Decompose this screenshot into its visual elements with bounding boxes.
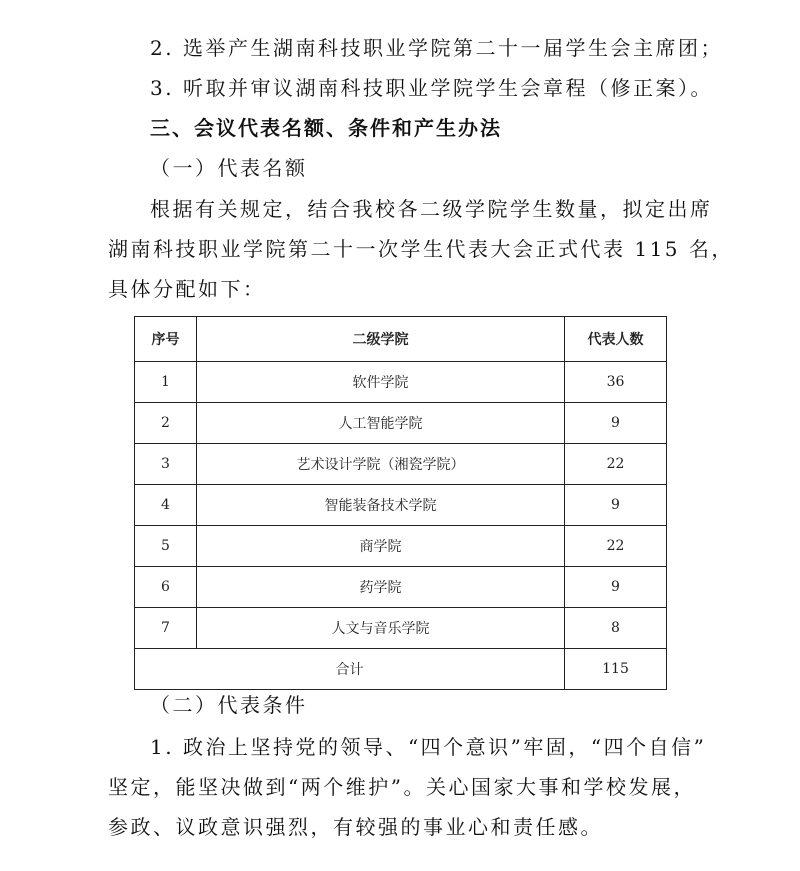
table-header-row <box>135 317 667 362</box>
total-label: 合计 <box>135 649 565 690</box>
table-row <box>135 362 667 403</box>
cell-index: 6 <box>135 567 197 608</box>
cell-college: 智能装备技术学院 <box>197 485 565 526</box>
cell-college: 艺术设计学院（湘瓷学院） <box>197 444 565 485</box>
header-count: 代表人数 <box>565 317 667 362</box>
header-college: 二级学院 <box>197 317 565 362</box>
cell-count: 9 <box>565 403 667 444</box>
paragraph-line: 湖南科技职业学院第二十一次学生代表大会正式代表 115 名， <box>108 237 734 261</box>
cell-college: 商学院 <box>197 526 565 567</box>
table-total-row <box>135 649 667 690</box>
cell-index: 7 <box>135 608 197 649</box>
header-index: 序号 <box>135 317 197 362</box>
allocation-table <box>134 316 667 690</box>
total-value: 115 <box>565 649 667 690</box>
cell-index: 4 <box>135 485 197 526</box>
paragraph-line: 具体分配如下： <box>108 277 266 301</box>
paragraph-line: 根据有关规定，结合我校各二级学院学生数量，拟定出席 <box>150 197 713 221</box>
paragraph-line: 1. 政治上坚持党的领导、“四个意识”牢固，“四个自信” <box>150 735 707 759</box>
cell-index: 3 <box>135 444 197 485</box>
section-heading-3: 三、会议代表名额、条件和产生办法 <box>150 116 502 140</box>
table-row <box>135 485 667 526</box>
cell-index: 2 <box>135 403 197 444</box>
table-row <box>135 567 667 608</box>
list-item-3: 3. 听取并审议湖南科技职业学院学生会章程（修正案）。 <box>150 76 713 100</box>
table-row <box>135 608 667 649</box>
paragraph-line: 参政、议政意识强烈，有较强的事业心和责任感。 <box>108 815 603 839</box>
table-row <box>135 403 667 444</box>
table-row <box>135 444 667 485</box>
subsection-heading-2: （二）代表条件 <box>150 693 308 717</box>
cell-count: 9 <box>565 485 667 526</box>
cell-count: 22 <box>565 444 667 485</box>
cell-count: 8 <box>565 608 667 649</box>
cell-college: 药学院 <box>197 567 565 608</box>
list-item-2: 2. 选举产生湖南科技职业学院第二十一届学生会主席团； <box>150 36 723 60</box>
cell-college: 软件学院 <box>197 362 565 403</box>
table-row <box>135 526 667 567</box>
subsection-heading-1: （一）代表名额 <box>150 156 308 180</box>
cell-index: 1 <box>135 362 197 403</box>
cell-college: 人工智能学院 <box>197 403 565 444</box>
cell-count: 22 <box>565 526 667 567</box>
paragraph-line: 坚定，能坚决做到“两个维护”。关心国家大事和学校发展， <box>108 775 696 799</box>
cell-college: 人文与音乐学院 <box>197 608 565 649</box>
cell-count: 36 <box>565 362 667 403</box>
cell-count: 9 <box>565 567 667 608</box>
cell-index: 5 <box>135 526 197 567</box>
